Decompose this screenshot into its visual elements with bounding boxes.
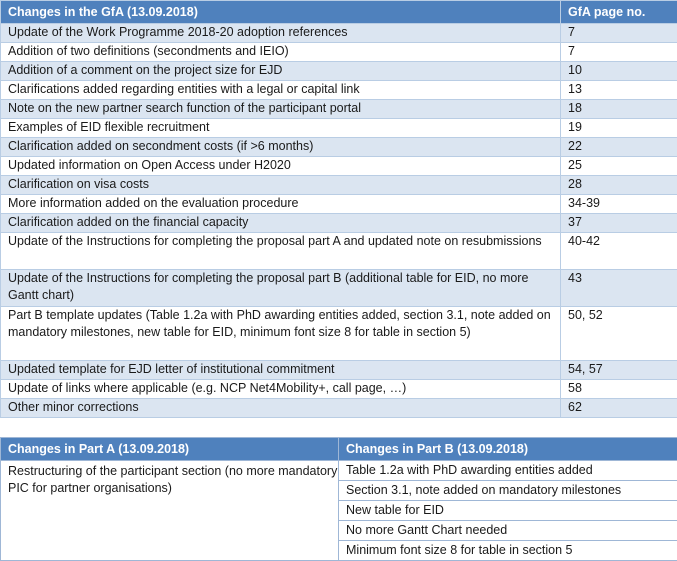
gfa-page-cell: 28 [561,176,677,195]
gfa-page-cell: 25 [561,157,677,176]
gfa-header-row [1,1,677,24]
gfa-change-cell: Update of links where applicable (e.g. NCP Net4Mobility+, call page, …) [1,380,561,399]
gfa-page-cell: 62 [561,399,677,418]
parts-table-row [1,461,677,481]
gfa-change-cell: More information added on the evaluation procedure [1,195,561,214]
gfa-page-cell: 13 [561,81,677,100]
gfa-change-cell: Note on the new partner search function of the participant portal [1,100,561,119]
gfa-page-cell: 7 [561,24,677,43]
gfa-page-cell: 40-42 [561,233,677,270]
gfa-page-cell: 43 [561,270,677,307]
gfa-page-cell: 10 [561,62,677,81]
gfa-table-row [1,100,677,119]
parts-header-row [1,438,677,461]
gfa-page-cell: 37 [561,214,677,233]
gfa-page-cell: 54, 57 [561,361,677,380]
gfa-page-cell: 50, 52 [561,307,677,361]
gfa-table-row [1,62,677,81]
parts-table-body [1,461,677,561]
part-b-change-item: Table 1.2a with PhD awarding entities added [339,461,677,481]
gfa-table-row [1,119,677,138]
gfa-change-cell: Addition of two definitions (secondments and IEIO) [1,43,561,62]
gfa-table-row [1,138,677,157]
gfa-change-cell: Part B template updates (Table 1.2a with PhD awarding entities added, section 3.1, note added on mandatory milestones, new table for EID, minimum font size 8 for table in section 5) [1,307,561,361]
gfa-table-row [1,43,677,62]
gfa-change-cell: Clarification added on secondment costs (if >6 months) [1,138,561,157]
gfa-table-row [1,233,677,270]
gfa-change-cell: Other minor corrections [1,399,561,418]
gfa-change-cell: Update of the Work Programme 2018-20 adoption references [1,24,561,43]
gfa-page-cell: 18 [561,100,677,119]
part-b-change-item: Section 3.1, note added on mandatory milestones [339,481,677,501]
part-b-change-item: New table for EID [339,501,677,521]
parts-changes-table [0,437,677,561]
gfa-page-cell: 58 [561,380,677,399]
gfa-page-cell: 34-39 [561,195,677,214]
gfa-change-cell: Examples of EID flexible recruitment [1,119,561,138]
gfa-change-cell: Updated template for EJD letter of institutional commitment [1,361,561,380]
gfa-page-header: GfA page no. [561,1,677,24]
gfa-table-row [1,307,677,361]
part-b-change-item: Minimum font size 8 for table in section 5 [339,541,677,561]
gfa-change-cell: Clarification on visa costs [1,176,561,195]
gfa-change-cell: Clarifications added regarding entities with a legal or capital link [1,81,561,100]
gfa-change-cell: Update of the Instructions for completing the proposal part A and updated note on resubmissions [1,233,561,270]
gfa-table-row [1,380,677,399]
gfa-table-row [1,81,677,100]
gfa-change-cell: Addition of a comment on the project size for EJD [1,62,561,81]
gfa-table-row [1,157,677,176]
gfa-table-row [1,176,677,195]
gfa-change-cell: Updated information on Open Access under H2020 [1,157,561,176]
part-b-header: Changes in Part B (13.09.2018) [339,438,677,461]
gfa-table-row [1,214,677,233]
gfa-page-cell: 22 [561,138,677,157]
gfa-page-cell: 7 [561,43,677,62]
table-spacer [0,418,677,437]
gfa-change-cell: Update of the Instructions for completing the proposal part B (additional table for EID, no more Gantt chart) [1,270,561,307]
part-b-change-item: No more Gantt Chart needed [339,521,677,541]
gfa-table-body [1,24,677,418]
part-a-change-cell: Restructuring of the participant section (no more mandatory PIC for partner organisations) [1,461,339,561]
gfa-page-cell: 19 [561,119,677,138]
gfa-table-row [1,270,677,307]
gfa-change-header: Changes in the GfA (13.09.2018) [1,1,561,24]
gfa-table-row [1,24,677,43]
gfa-table-row [1,195,677,214]
part-a-header: Changes in Part A (13.09.2018) [1,438,339,461]
gfa-table-row [1,361,677,380]
gfa-table-row [1,399,677,418]
gfa-change-cell: Clarification added on the financial capacity [1,214,561,233]
